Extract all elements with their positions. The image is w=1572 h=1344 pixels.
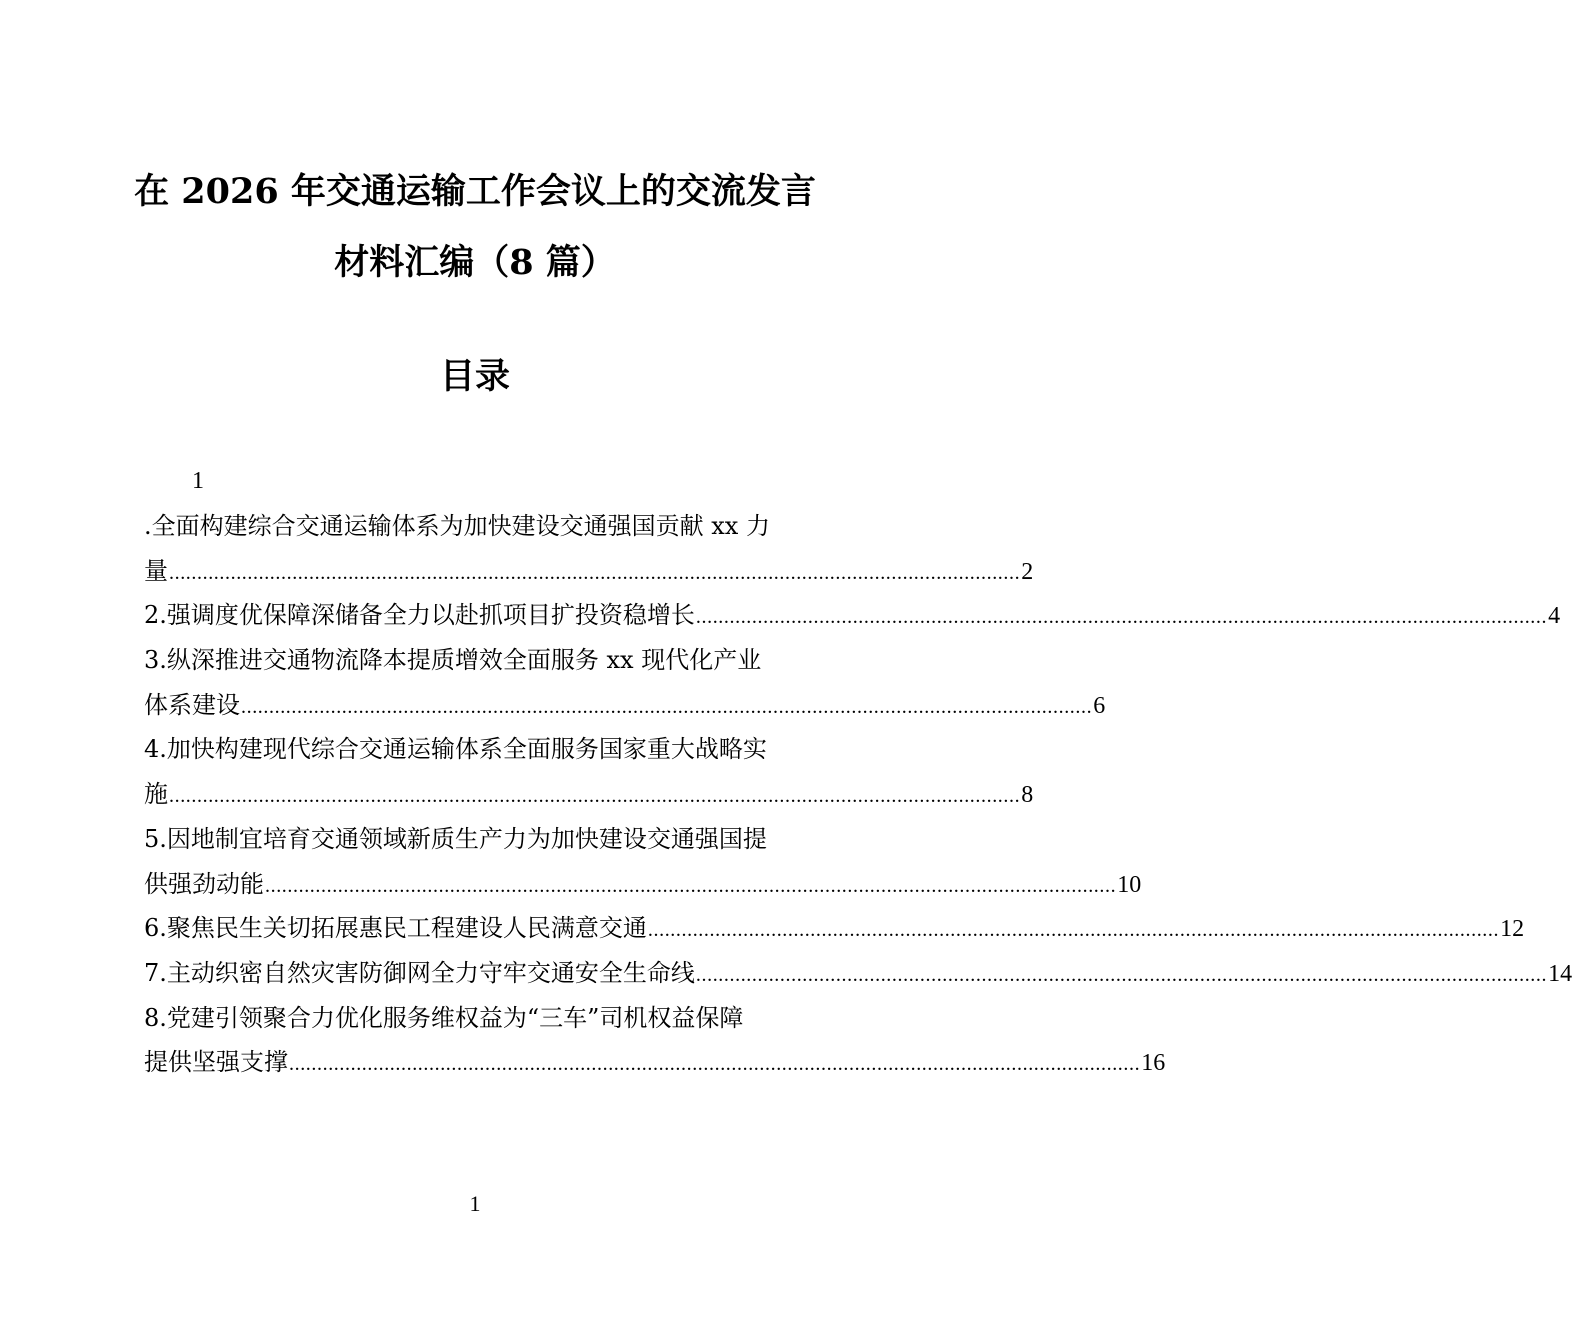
toc-entry-text: 施 (144, 780, 168, 809)
toc-entry-text: 3.纵深推进交通物流降本提质增效全面服务 xx 现代化产业 (144, 646, 762, 675)
footer-page-number: 1 (469, 1191, 481, 1216)
toc-entry-3[interactable] (144, 638, 1106, 727)
toc-entry-8[interactable] (144, 996, 1166, 1085)
toc-entry-7-line-1 (144, 951, 1572, 996)
toc-page-number: 6 (1093, 692, 1106, 719)
toc-entry-text: 4.加快构建现代综合交通运输体系全面服务国家重大战略实 (144, 735, 767, 764)
toc-entry-text: 量 (144, 556, 168, 585)
toc-page-number: 4 (1548, 603, 1561, 630)
toc-entry-2-line-1 (144, 593, 1561, 638)
toc-entry-text: 7.主动织密自然灾害防御网全力守牢交通安全生命线 (144, 958, 695, 987)
toc-entry-3-line-1 (144, 638, 806, 683)
document-title-line-1: 在 2026 年交通运输工作会议上的交流发言 (134, 171, 816, 212)
toc-entry-text: 体系建设 (144, 690, 240, 719)
dot-leader: ........................................................................................................................................................ (647, 919, 1500, 942)
toc-entry-1[interactable] (144, 504, 1034, 593)
toc-page-number: 12 (1500, 916, 1525, 943)
toc-entry-text: 供强劲动能 (144, 869, 264, 898)
toc-entry-text: 6.聚焦民生关切拓展惠民工程建设人民满意交通 (144, 914, 647, 943)
dot-leader: ........................................................................................................................................................ (169, 561, 1021, 584)
toc-entry-4-line-2 (144, 772, 1034, 817)
dot-leader: ........................................................................................................................................................ (169, 785, 1021, 808)
toc-entry-6[interactable] (144, 906, 1525, 951)
toc-entry-1-line-1 (144, 504, 806, 549)
toc-entry-2[interactable] (144, 593, 1561, 638)
dot-leader: ........................................................................................................................................................ (695, 963, 1548, 986)
toc-entry-4-line-1 (144, 727, 806, 772)
toc-entry-8-line-1 (144, 996, 806, 1041)
toc-page-number: 8 (1021, 782, 1034, 809)
document-title-line-2: 材料汇编（8 篇） (334, 242, 616, 283)
toc-page-number: 2 (1021, 558, 1034, 585)
toc-list (144, 504, 1572, 1085)
toc-heading: 目录 (439, 356, 510, 397)
dot-leader: ........................................................................................................................................................ (289, 1053, 1141, 1076)
toc-entry-7[interactable] (144, 951, 1572, 996)
toc-entry-5-line-1 (144, 817, 806, 862)
toc-entry-4[interactable] (144, 727, 1034, 816)
toc-first-entry-number: 1 (192, 468, 204, 494)
toc-page-number: 10 (1117, 871, 1142, 898)
toc-entry-text: 5.因地制宜培育交通领域新质生产力为加快建设交通强国提 (144, 824, 767, 853)
dot-leader: ........................................................................................................................................................ (695, 606, 1548, 629)
toc-entry-8-line-2 (144, 1040, 1166, 1085)
toc-entry-5-line-2 (144, 862, 1142, 907)
toc-entry-text: 8.党建引领聚合力优化服务维权益为“三车”司机权益保障 (144, 1003, 744, 1032)
toc-entry-text: .全面构建综合交通运输体系为加快建设交通强国贡献 xx 力 (144, 512, 770, 540)
dot-leader: ........................................................................................................................................................ (265, 874, 1117, 897)
toc-page-number: 16 (1141, 1050, 1166, 1077)
toc-page-number: 14 (1548, 960, 1572, 987)
dot-leader: ........................................................................................................................................................ (241, 695, 1093, 718)
toc-entry-6-line-1 (144, 906, 1525, 951)
toc-entry-1-line-2 (144, 549, 1034, 594)
toc-entry-3-line-2 (144, 683, 1106, 728)
toc-entry-text: 提供坚强支撑 (144, 1048, 288, 1077)
toc-entry-text: 2.强调度优保障深储备全力以赴抓项目扩投资稳增长 (144, 601, 695, 630)
toc-entry-5[interactable] (144, 817, 1142, 906)
